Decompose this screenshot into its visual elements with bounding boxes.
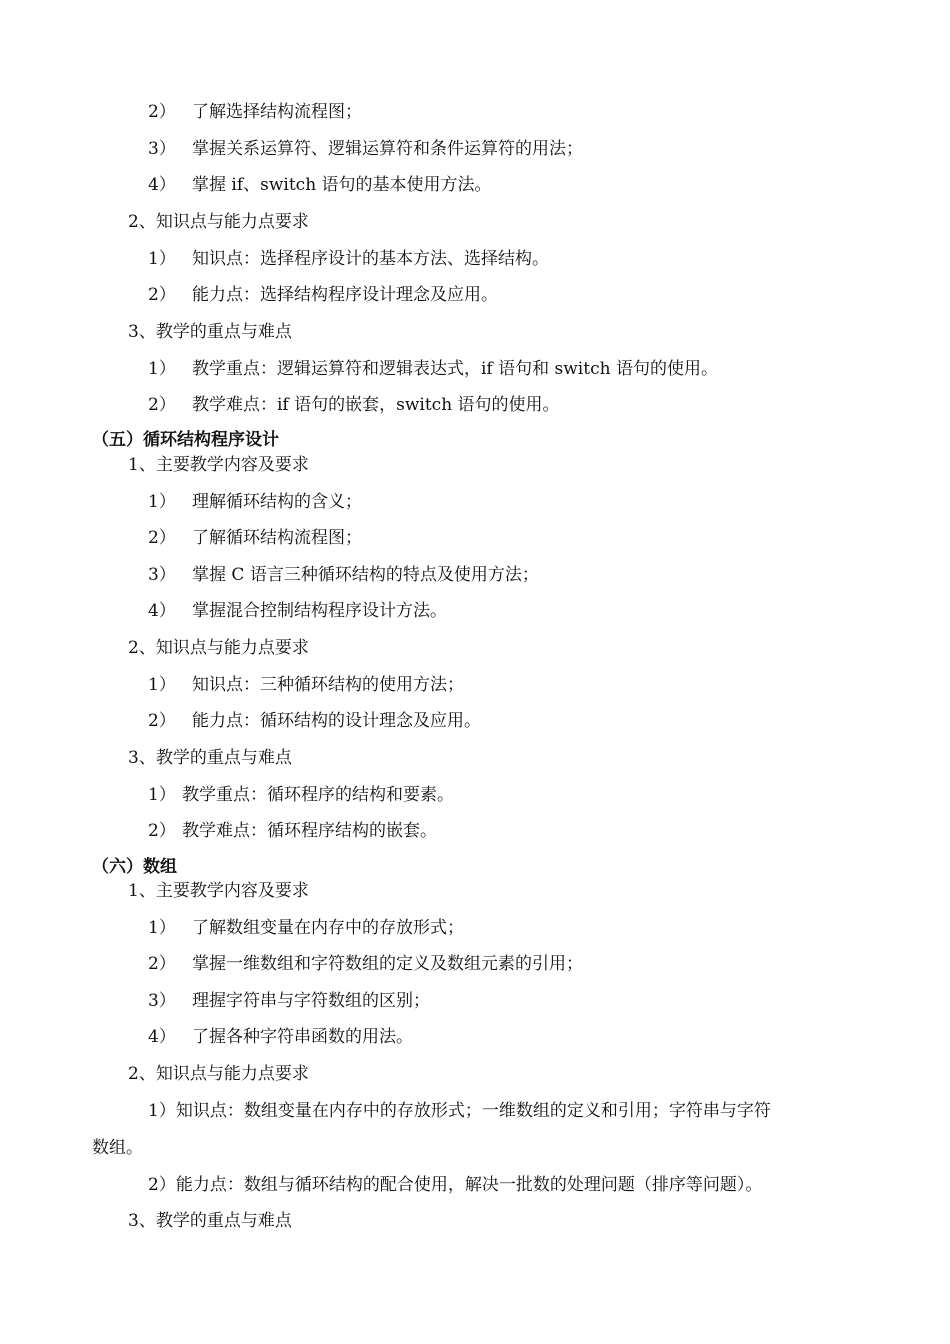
- list-item: 1） 教学重点：循环程序的结构和要素。: [148, 785, 454, 805]
- list-item: 2） 教学难点：if 语句的嵌套，switch 语句的使用。: [148, 395, 560, 415]
- list-item: 3） 理握字符串与字符数组的区别；: [148, 991, 430, 1011]
- list-item: 1） 知识点：选择程序设计的基本方法、选择结构。: [148, 249, 549, 269]
- section-heading: （六）数组: [92, 857, 177, 877]
- list-item: 3） 掌握 C 语言三种循环结构的特点及使用方法；: [148, 565, 539, 585]
- list-item: 2） 能力点：循环结构的设计理念及应用。: [148, 711, 481, 731]
- subsection-title: 2、知识点与能力点要求: [128, 1064, 309, 1084]
- list-item: 2） 了解循环结构流程图；: [148, 528, 362, 548]
- list-item: 4） 了握各种字符串函数的用法。: [148, 1027, 413, 1047]
- list-item: 2） 掌握一维数组和字符数组的定义及数组元素的引用；: [148, 954, 583, 974]
- subsection-title: 3、教学的重点与难点: [128, 322, 292, 342]
- section-heading: （五）循环结构程序设计: [92, 430, 279, 450]
- subsection-title: 3、教学的重点与难点: [128, 748, 292, 768]
- list-item: 1） 了解数组变量在内存中的存放形式；: [148, 918, 464, 938]
- list-item: 1） 理解循环结构的含义；: [148, 492, 362, 512]
- list-item: 2） 能力点：选择结构程序设计理念及应用。: [148, 285, 498, 305]
- subsection-title: 2、知识点与能力点要求: [128, 212, 309, 232]
- subsection-title: 1、主要教学内容及要求: [128, 455, 309, 475]
- paragraph-line: 数组。: [92, 1138, 143, 1158]
- list-item: 1） 教学重点：逻辑运算符和逻辑表达式，if 语句和 switch 语句的使用。: [148, 359, 718, 379]
- list-item: 3） 掌握关系运算符、逻辑运算符和条件运算符的用法；: [148, 139, 583, 159]
- paragraph-line: 1）知识点：数组变量在内存中的存放形式；一维数组的定义和引用；字符串与字符: [148, 1101, 771, 1121]
- list-item: 4） 掌握 if、switch 语句的基本使用方法。: [148, 175, 492, 195]
- subsection-title: 1、主要教学内容及要求: [128, 881, 309, 901]
- paragraph-line: 2）能力点：数组与循环结构的配合使用，解决一批数的处理问题（排序等问题）。: [148, 1175, 763, 1195]
- list-item: 4） 掌握混合控制结构程序设计方法。: [148, 601, 447, 621]
- subsection-title: 2、知识点与能力点要求: [128, 638, 309, 658]
- list-item: 1） 知识点：三种循环结构的使用方法；: [148, 675, 464, 695]
- subsection-title: 3、教学的重点与难点: [128, 1211, 292, 1231]
- list-item: 2） 教学难点：循环程序结构的嵌套。: [148, 821, 437, 841]
- list-item: 2） 了解选择结构流程图；: [148, 102, 362, 122]
